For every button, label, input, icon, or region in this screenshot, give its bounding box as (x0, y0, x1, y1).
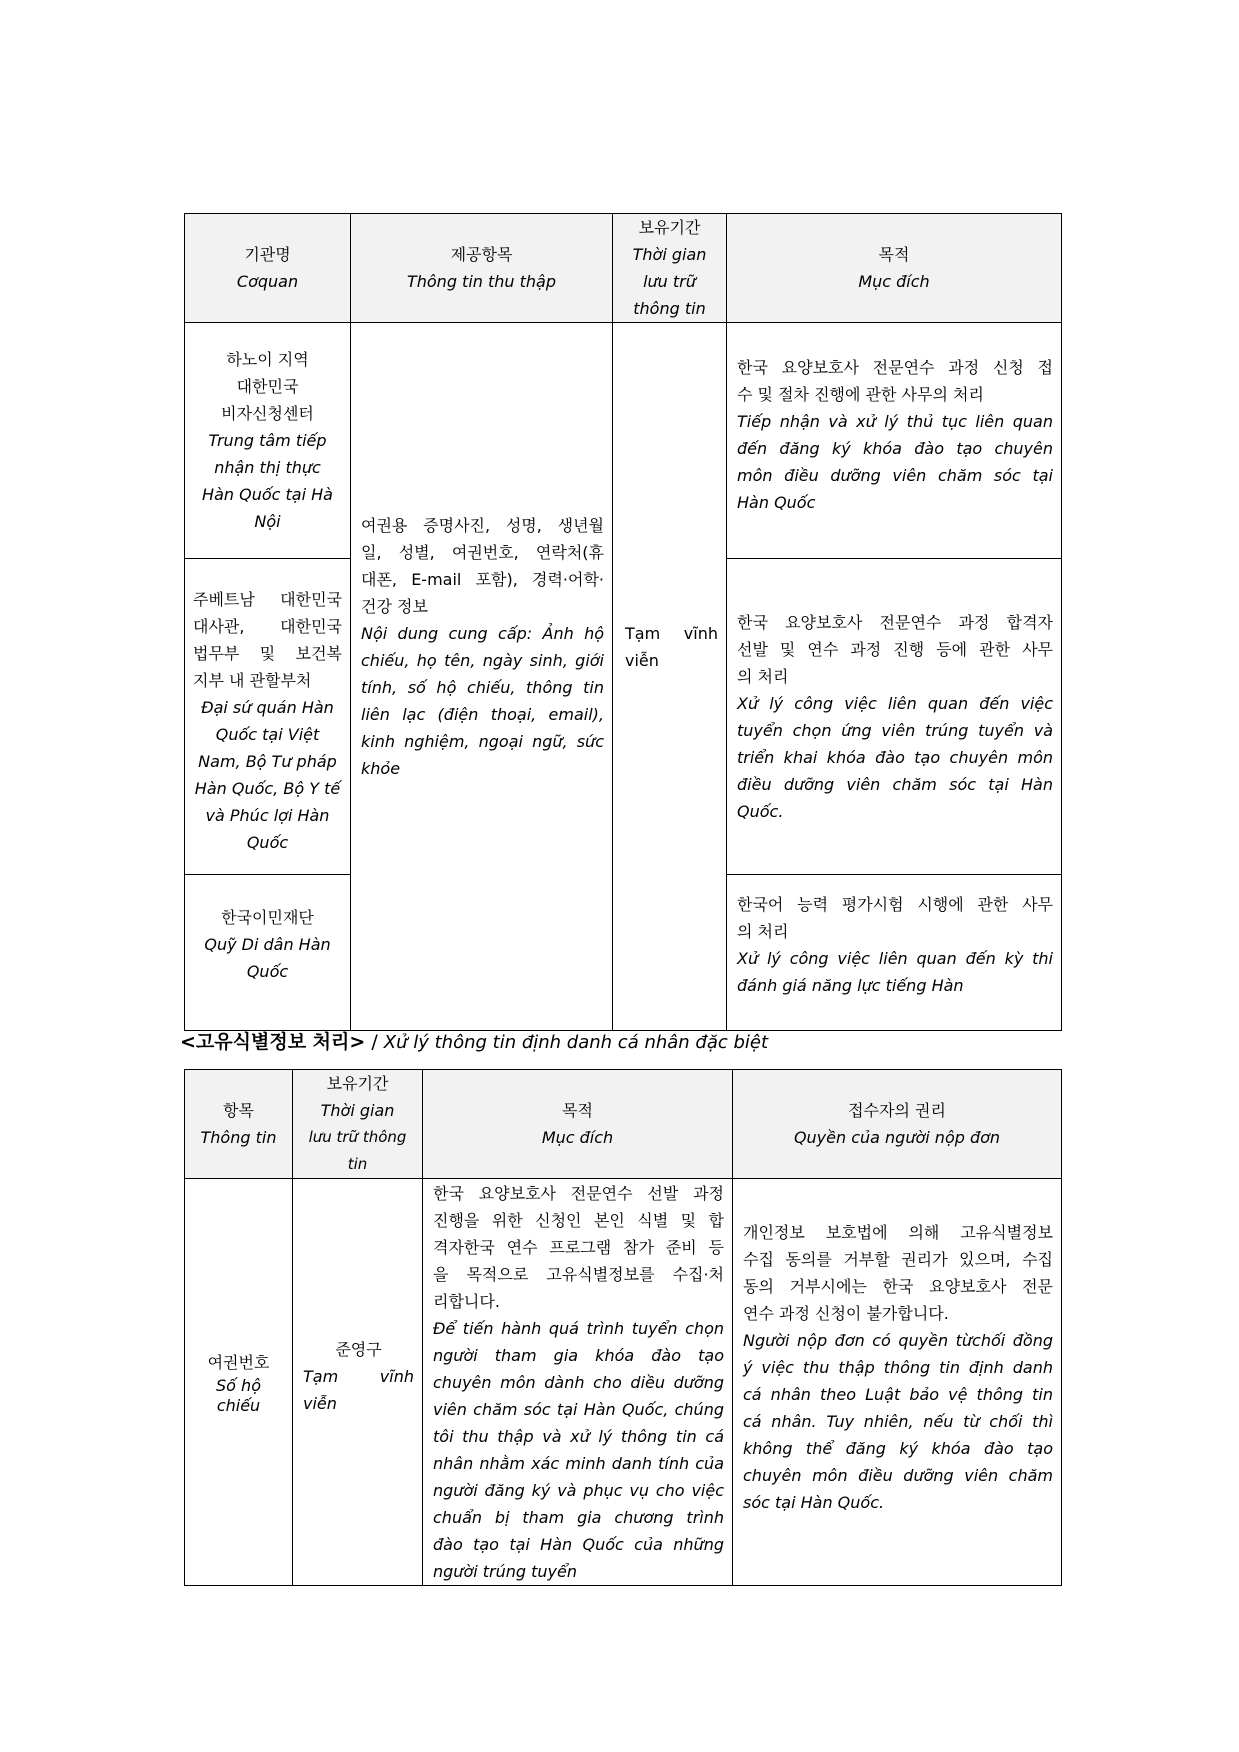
header-agency: 기관명 Cơquan (185, 214, 351, 323)
header-purpose: 목적 Mục đích (423, 1070, 733, 1179)
header-retention: 보유기간 Thời gian lưu trữ thông tin (613, 214, 727, 323)
header-items: 제공항목 Thông tin thu thập (351, 214, 613, 323)
retention-cell: 준영구 Tạm vĩnh viễn (293, 1179, 423, 1586)
agency-cell: 주베트남 대한민국 대사관, 대한민국 법무부 및 보건복 지부 내 관할부처 Đại sứ quán Hàn Quốc tại Việt Nam, Bộ Tư pháp Hàn Quốc, Bộ Y tế và Phúc lợi Hàn Quốc (185, 559, 351, 875)
items-cell: 여권용 증명사진, 성명, 생년월 일, 성별, 여권번호, 연락처(휴 대폰, E-mail 포함), 경력·어학· 건강 정보 Nội dung cung cấp: Ảnh hộ chiếu, họ tên, ngày sinh, giới tính, số hộ chiếu, thông tin liên lạc (điện thoại, email), kinh nghiệm, ngoại ngữ, sức khỏe (351, 323, 613, 1031)
header-rights: 접수자의 권리 Quyền của người nộp đơn (733, 1070, 1062, 1179)
table-header-row (185, 1070, 1062, 1179)
agency-cell: 한국이민재단 Quỹ Di dân Hàn Quốc (185, 875, 351, 1031)
header-item: 항목 Thông tin (185, 1070, 293, 1179)
agency-cell: 하노이 지역 대한민국 비자신청센터 Trung tâm tiếp nhận thị thực Hàn Quốc tại Hà Nội (185, 323, 351, 559)
table-row (185, 323, 1062, 559)
section-title: <고유식별정보 처리> / Xử lý thông tin định danh cá nhân đặc biệt (180, 1031, 769, 1053)
purpose-cell: 한국 요양보호사 전문연수 과정 합격자 선발 및 연수 과정 진행 등에 관한 사무 의 처리 Xử lý công việc liên quan đến việc tuyển chọn ứng viên trúng tuyển và triển khai khóa đào tạo chuyên môn điều dưỡng viên chăm sóc tại Hàn Quốc. (727, 559, 1062, 875)
purpose-cell: 한국어 능력 평가시험 시행에 관한 사무 의 처리 Xử lý công việc liên quan đến kỳ thi đánh giá năng lực tiếng Hàn (727, 875, 1062, 1031)
table-row (185, 1179, 1062, 1586)
table-header-row (185, 214, 1062, 323)
header-purpose: 목적 Mục đích (727, 214, 1062, 323)
data-provision-table (184, 213, 1062, 1031)
purpose-cell: 한국 요양보호사 전문연수 과정 신청 접 수 및 절차 진행에 관한 사무의 처리 Tiếp nhận và xử lý thủ tục liên quan đến đăng ký khóa đào tạo chuyên môn điều dưỡng viên chăm sóc tại Hàn Quốc (727, 323, 1062, 559)
retention-cell: Tạm vĩnh viễn (613, 323, 727, 1031)
item-cell: 여권번호 Số hộ chiếu (185, 1179, 293, 1586)
rights-cell: 개인정보 보호법에 의해 고유식별정보 수집 동의를 거부할 권리가 있으며, 수집 동의 거부시에는 한국 요양보호사 전문 연수 과정 신청이 불가합니다. Người nộp đơn có quyền từchối đồng ý việc thu thập thông tin định danh cá nhân theo Luật bảo vệ thông tin cá nhân. Tuy nhiên, nếu từ chối thì không thể đăng ký khóa đào tạo chuyên môn điều dưỡng viên chăm sóc tại Hàn Quốc. (733, 1179, 1062, 1586)
purpose-cell: 한국 요양보호사 전문연수 선발 과정 진행을 위한 신청인 본인 식별 및 합 격자한국 연수 프로그램 참가 준비 등 을 목적으로 고유식별정보를 수집·처 리합니다. Để tiến hành quá trình tuyển chọn người tham gia khóa đào tạo chuyên môn dành cho diều dưỡng viên chăm sóc tại Hàn Quốc, chúng tôi thu thập và xử lý thông tin cá nhân nhằm xác minh danh tính của người đăng ký và phục vụ cho việc chuẩn bị tham gia chương trình đào tạo tại Hàn Quốc của những người trúng tuyển (423, 1179, 733, 1586)
unique-identifier-table (184, 1069, 1062, 1586)
header-retention: 보유기간 Thời gian lưu trữ thông tin (293, 1070, 423, 1179)
